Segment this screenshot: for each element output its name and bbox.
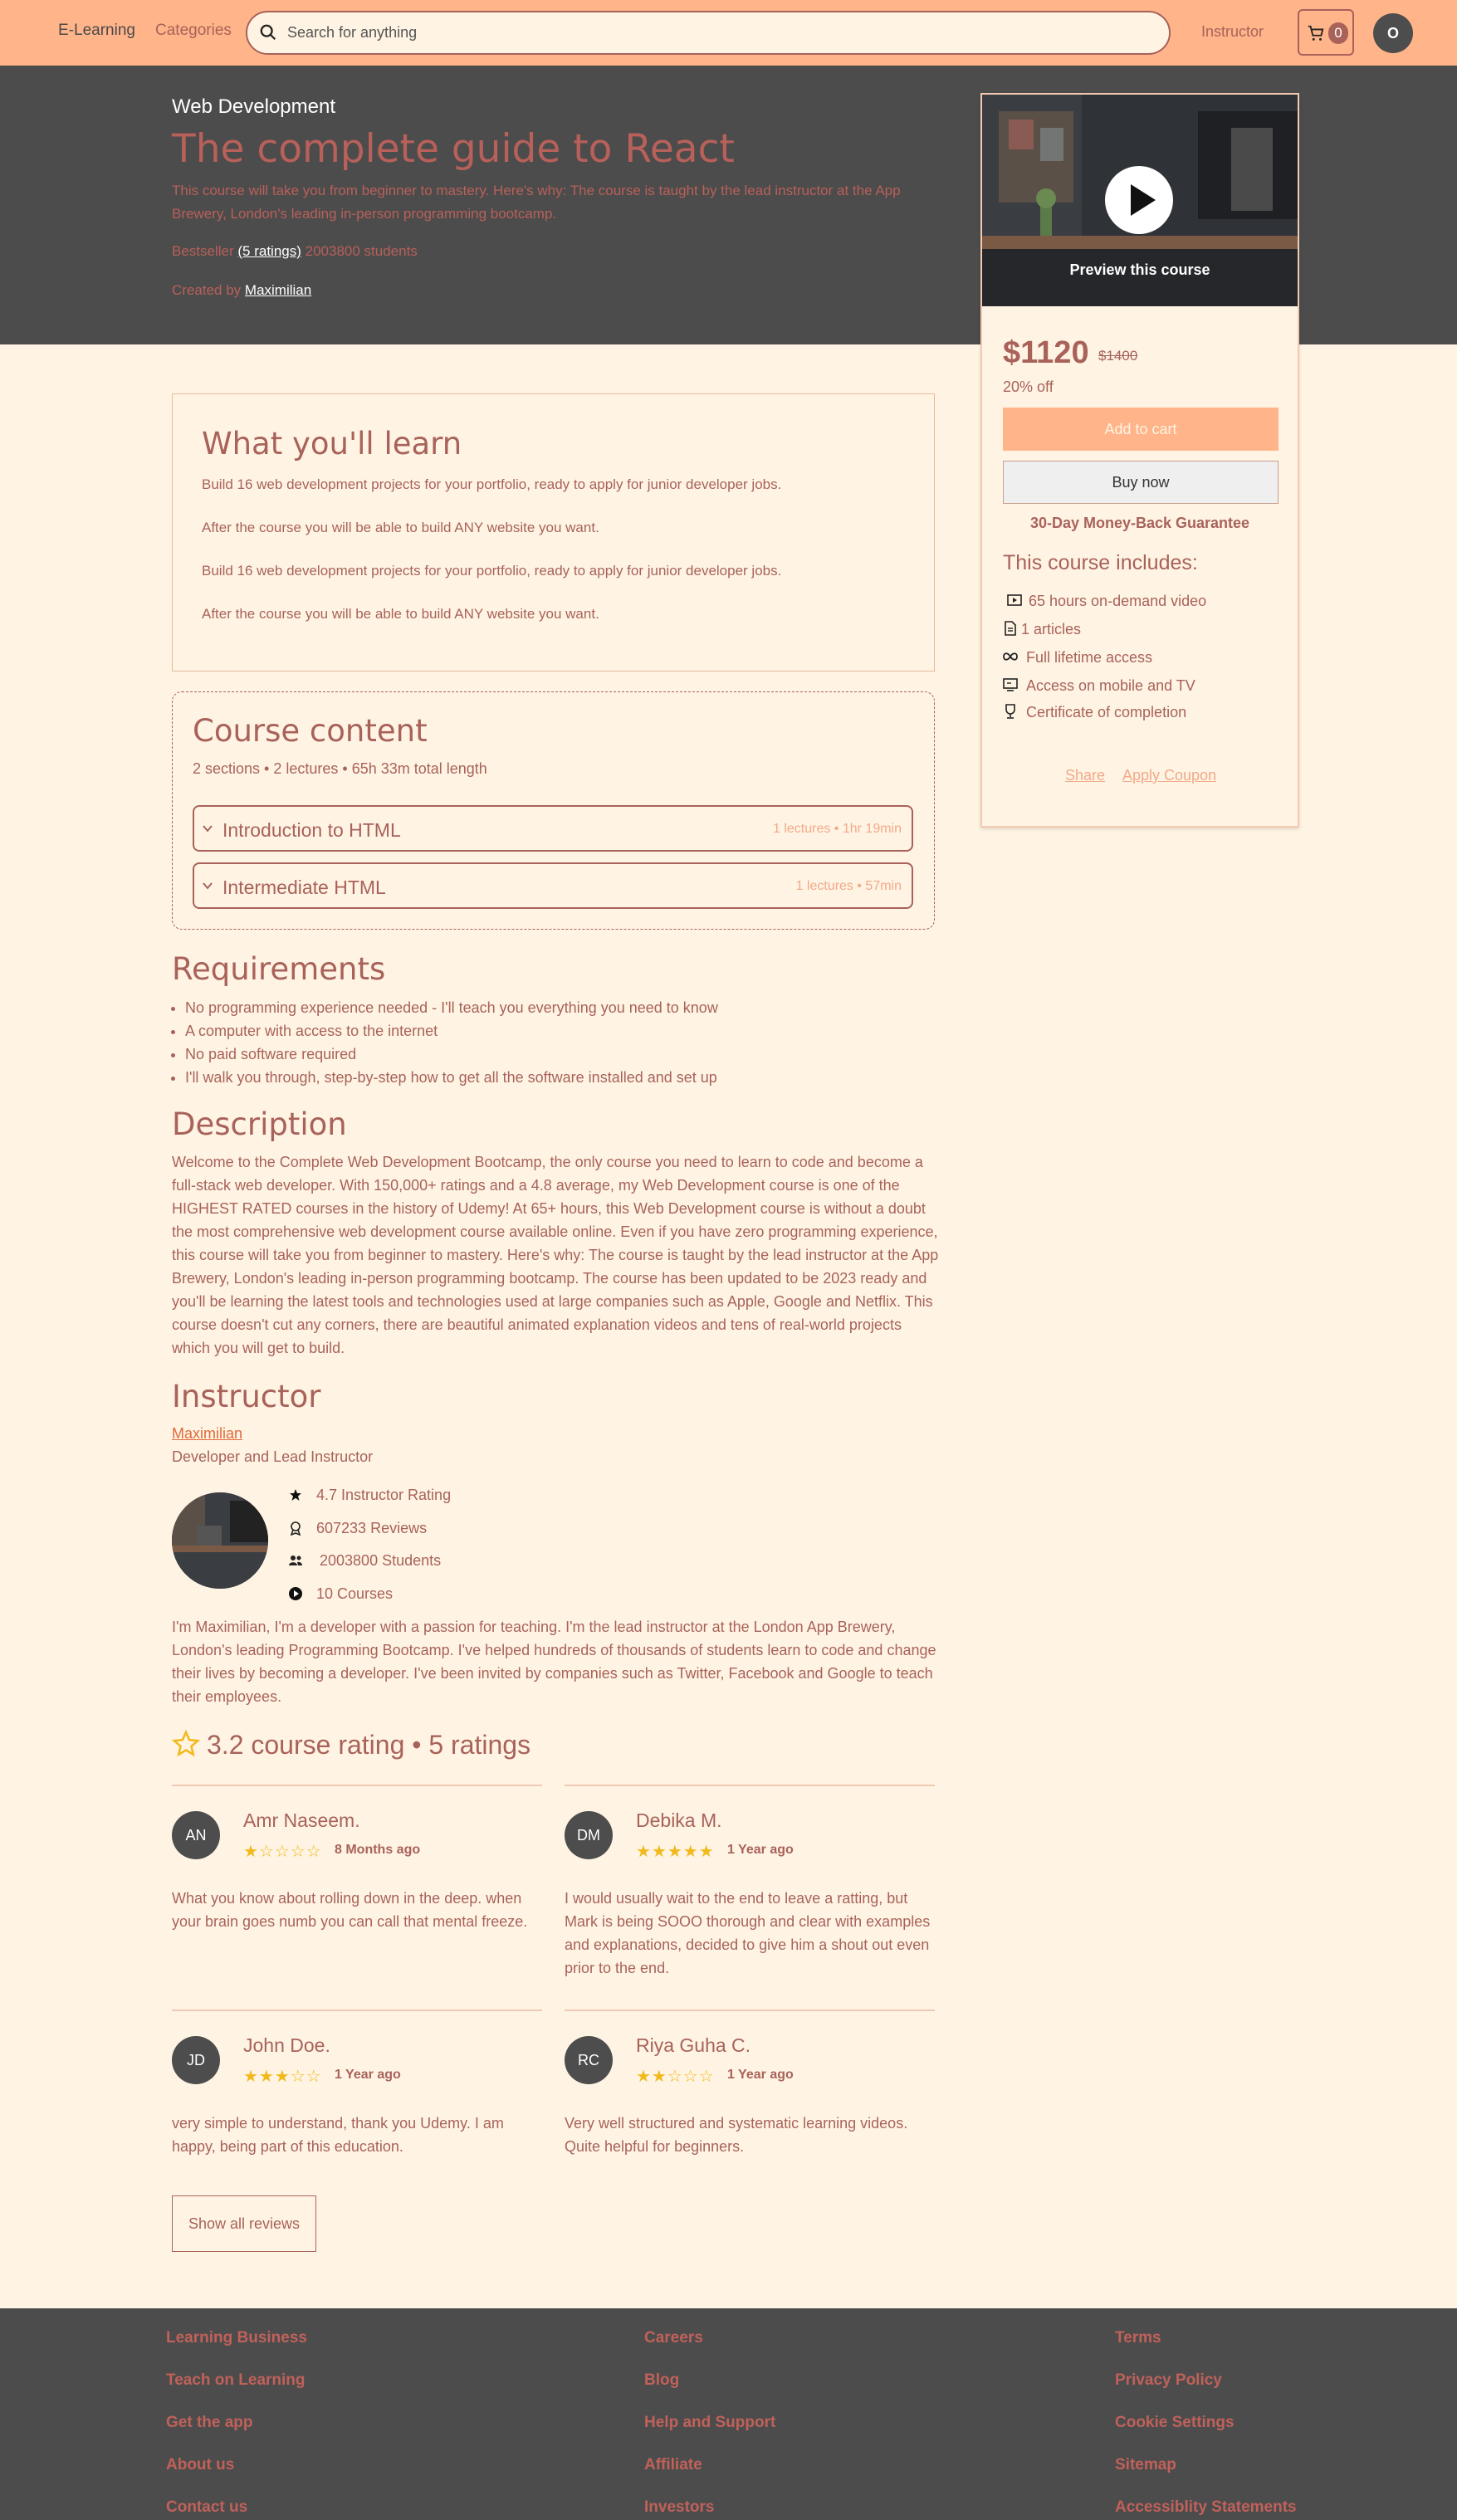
include-label: Certificate of completion xyxy=(1026,704,1187,720)
show-all-reviews-button[interactable]: Show all reviews xyxy=(172,2195,316,2252)
list-item: • No paid software required xyxy=(185,1043,718,1066)
footer-link[interactable]: About us xyxy=(166,2456,235,2474)
stat-label: 607233 Reviews xyxy=(316,1520,428,1536)
content-summary: 2 sections • 2 lectures • 65h 33m total length xyxy=(193,760,487,777)
course-stats xyxy=(172,243,418,260)
tv-icon xyxy=(1003,677,1018,692)
include-lifetime xyxy=(1003,649,1152,667)
footer-link[interactable]: Blog xyxy=(644,2371,680,2389)
award-icon xyxy=(288,1521,303,1536)
review-text: I would usually wait to the end to leave a ratting, but Mark is being SOOO thorough and clear with examples and explanations, decided to give him a shout out even prior to the end. xyxy=(565,1890,931,1976)
include-label: Full lifetime access xyxy=(1026,649,1153,666)
instructor-link[interactable]: Instructor xyxy=(1201,23,1264,40)
author-link[interactable]: Maximilian xyxy=(244,282,312,298)
purchase-card xyxy=(980,93,1299,828)
reviewer-avatar: JD xyxy=(172,2036,220,2084)
instructor-photo xyxy=(172,1492,268,1589)
original-price: $1400 xyxy=(1098,348,1138,364)
users-icon xyxy=(288,1553,303,1568)
footer-link[interactable]: Investors xyxy=(644,2498,715,2516)
search-input[interactable] xyxy=(287,17,1151,48)
instructor-name-link[interactable]: Maximilian xyxy=(172,1425,243,1442)
list-item: • A computer with access to the internet xyxy=(185,1019,718,1043)
instructor-heading: Instructor xyxy=(172,1379,321,1414)
star-rating: ★★★★★ xyxy=(636,1843,715,1861)
content-heading: Course content xyxy=(193,713,428,749)
review-date: 1 Year ago xyxy=(335,2068,401,2082)
course-content xyxy=(172,691,935,930)
brand-logo[interactable]: E-Learning xyxy=(58,22,135,39)
footer-link[interactable]: Privacy Policy xyxy=(1115,2371,1222,2389)
rating-summary xyxy=(172,1730,530,1761)
footer-link[interactable]: Accessiblity Statements xyxy=(1115,2498,1297,2516)
course-category: Web Development xyxy=(172,95,335,118)
review-divider xyxy=(565,2010,935,2011)
what-you-learn xyxy=(172,393,935,672)
discount-label: 20% off xyxy=(1003,378,1054,395)
includes-heading: This course includes: xyxy=(1003,551,1198,574)
review-date: 8 Months ago xyxy=(335,1843,421,1857)
description-heading: Description xyxy=(172,1106,347,1142)
cart-icon xyxy=(1307,24,1325,42)
infinity-icon xyxy=(1003,649,1018,664)
instructor-rating xyxy=(288,1487,451,1504)
chevron-down-icon xyxy=(202,880,213,891)
search-icon xyxy=(259,23,277,42)
review-date: 1 Year ago xyxy=(727,1843,794,1857)
footer-link[interactable]: Contact us xyxy=(166,2498,248,2516)
course-preview[interactable] xyxy=(982,95,1298,306)
list-item: • No programming experience needed - I'll teach you everything you need to know xyxy=(185,996,718,1019)
section-accordion[interactable] xyxy=(193,805,913,852)
course-description: This course will take you from beginner to mastery. Here's why: The course is taught by the lead instructor at the App Brewery, London's leading in-person programming bootcamp. xyxy=(172,183,901,222)
star-rating: ★☆☆☆☆ xyxy=(243,1843,322,1861)
section-accordion[interactable] xyxy=(193,862,913,909)
categories-link[interactable]: Categories xyxy=(155,22,232,39)
section-title: Intermediate HTML xyxy=(222,877,386,898)
play-button[interactable] xyxy=(1105,166,1173,234)
review-text: very simple to understand, thank you Udemy. I am happy, being part of this education. xyxy=(172,2115,504,2155)
section-meta: 1 lectures • 57min xyxy=(795,879,902,893)
footer-link[interactable]: Cookie Settings xyxy=(1115,2414,1235,2431)
review-text: What you know about rolling down in the deep. when your brain goes numb you can call that mental freeze. xyxy=(172,1890,528,1930)
user-avatar[interactable]: O xyxy=(1373,13,1413,53)
footer-link[interactable]: Affiliate xyxy=(644,2456,702,2474)
apply-coupon-link[interactable]: Apply Coupon xyxy=(1122,767,1217,784)
learn-item: After the course you will be able to build ANY website you want. xyxy=(202,520,599,535)
add-to-cart-button[interactable]: Add to cart xyxy=(1003,408,1279,451)
preview-label: Preview this course xyxy=(1069,261,1210,278)
review-divider xyxy=(172,2010,542,2011)
learn-item: Build 16 web development projects for your portfolio, ready to apply for junior developer jobs. xyxy=(202,476,782,492)
footer-link[interactable]: Terms xyxy=(1115,2329,1161,2347)
instructor-courses xyxy=(288,1585,393,1603)
learn-heading: What you'll learn xyxy=(202,426,462,462)
star-rating: ★★☆☆☆ xyxy=(636,2068,715,2086)
stat-label: 4.7 Instructor Rating xyxy=(316,1487,452,1503)
created-by xyxy=(172,282,311,299)
footer-link[interactable]: Get the app xyxy=(166,2414,253,2431)
students-count: 2003800 students xyxy=(305,243,418,259)
description-text: Welcome to the Complete Web Development Bootcamp, the only course you need to learn to code and become a full-stack web developer. With 150,000+ ratings and a 4.8 average, my Web Development course is one of the HIGHEST RATED courses in the history of Udemy! At 65+ hours, this Web Development course is without a doubt the most comprehensive web development course available online. Even if you have zero programming experience, this course will take you from beginner to mastery. Here's why: The course is taught by the lead instructor at the App Brewery, London's leading in-person programming bootcamp. The course has been updated to be 2023 ready and you'll be learning the latest tools and technologies used at large companies such as Apple, Google and Netflix. This course doesn't cut any corners, there are beautiful animated explanation videos and tens of real-world projects which you will get to build. xyxy=(172,1154,939,1356)
stat-label: 10 Courses xyxy=(316,1585,394,1602)
learn-item: Build 16 web development projects for your portfolio, ready to apply for junior developer jobs. xyxy=(202,563,782,579)
reviewer-name: Amr Naseem. xyxy=(243,1809,360,1831)
reviewer-name: John Doe. xyxy=(243,2034,330,2056)
stat-label: 2003800 Students xyxy=(320,1552,442,1569)
reviewer-avatar: RC xyxy=(565,2036,613,2084)
share-link[interactable]: Share xyxy=(1065,767,1106,784)
rating-heading: 3.2 course rating • 5 ratings xyxy=(207,1730,531,1760)
footer-link[interactable]: Careers xyxy=(644,2329,703,2347)
chevron-down-icon xyxy=(202,823,213,834)
section-title: Introduction to HTML xyxy=(222,819,401,841)
include-video xyxy=(1007,593,1206,610)
include-label: Access on mobile and TV xyxy=(1026,677,1195,694)
course-title: The complete guide to React xyxy=(172,126,735,172)
instructor-bio: I'm Maximilian, I'm a developer with a passion for teaching. I'm the lead instructor at the London App Brewery, London's leading Programming Bootcamp. I've helped hundreds of thousands of students learn to code and change their lives by becoming a developer. I've been invited by companies such as Twitter, Facebook and Google to teach their employees. xyxy=(172,1619,936,1705)
created-by-label: Created by xyxy=(172,282,242,298)
list-item: • I'll walk you through, step-by-step how to get all the software installed and set up xyxy=(185,1066,718,1089)
bestseller-badge: Bestseller xyxy=(172,243,234,259)
reviewer-name: Debika M. xyxy=(636,1809,722,1831)
top-navbar xyxy=(0,0,1457,66)
footer-link[interactable]: Sitemap xyxy=(1115,2456,1176,2474)
current-price: $1120 xyxy=(1003,335,1089,370)
video-icon xyxy=(1007,593,1022,608)
requirements-heading: Requirements xyxy=(172,951,386,987)
ratings-link[interactable]: (5 ratings) xyxy=(237,243,301,259)
instructor-students xyxy=(288,1552,441,1570)
review-divider xyxy=(172,1785,542,1786)
cart-count-badge: 0 xyxy=(1328,22,1348,44)
footer xyxy=(0,2308,1457,2520)
learn-item: After the course you will be able to build ANY website you want. xyxy=(202,606,599,622)
play-icon xyxy=(1105,166,1173,234)
include-mobile xyxy=(1003,677,1195,695)
money-back-guarantee: 30-Day Money-Back Guarantee xyxy=(1029,515,1250,531)
reviewer-name: Riya Guha C. xyxy=(636,2034,751,2056)
trophy-icon xyxy=(1003,704,1018,719)
include-label: 1 articles xyxy=(1021,621,1082,637)
footer-link[interactable]: Teach on Learning xyxy=(166,2371,306,2389)
star-rating: ★★★☆☆ xyxy=(243,2068,322,2086)
reviewer-avatar: AN xyxy=(172,1811,220,1859)
requirements-list xyxy=(172,996,718,1089)
search-bar xyxy=(246,11,1171,55)
article-icon xyxy=(1003,621,1018,636)
include-articles xyxy=(1003,621,1081,638)
review-divider xyxy=(565,1785,935,1786)
review-text: Very well structured and systematic learning videos. Quite helpful for beginners. xyxy=(565,2115,908,2155)
star-icon xyxy=(288,1487,303,1502)
footer-link[interactable]: Help and Support xyxy=(644,2414,776,2431)
instructor-reviews xyxy=(288,1520,427,1537)
play-circle-icon xyxy=(288,1586,303,1601)
cart-button[interactable] xyxy=(1298,9,1354,56)
instructor-role: Developer and Lead Instructor xyxy=(172,1448,374,1465)
reviewer-avatar: DM xyxy=(565,1811,613,1859)
footer-link[interactable]: Learning Business xyxy=(166,2329,307,2347)
section-meta: 1 lectures • 1hr 19min xyxy=(772,822,902,836)
buy-now-button[interactable]: Buy now xyxy=(1003,461,1279,504)
include-certificate xyxy=(1003,704,1186,721)
instructor-photo-image xyxy=(172,1492,268,1589)
review-date: 1 Year ago xyxy=(727,2068,794,2082)
star-outline-icon xyxy=(172,1730,200,1758)
include-label: 65 hours on-demand video xyxy=(1029,593,1207,609)
